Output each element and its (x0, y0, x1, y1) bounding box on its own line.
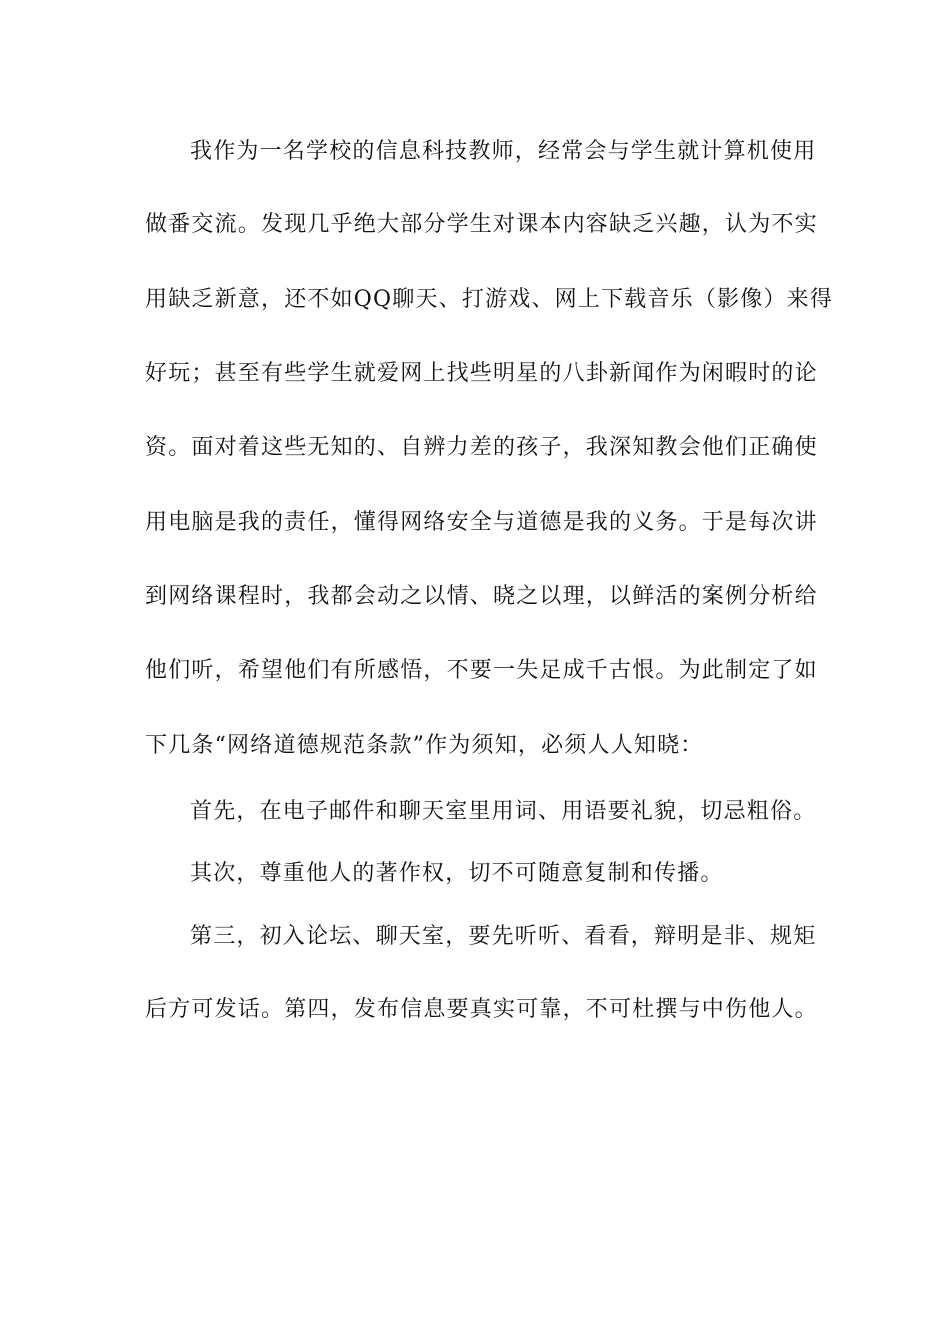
paragraph-1-line-9: 下几条“网络道德规范条款”作为须知，必须人人知晓： (145, 733, 704, 758)
paragraph-3: 其次，尊重他人的著作权，切不可随意复制和传播。 (190, 861, 724, 886)
paragraph-1-line-7: 到网络课程时，我都会动之以情、晓之以理，以鲜活的案例分析给 (145, 584, 818, 609)
paragraph-2: 首先，在电子邮件和聊天室里用词、用语要礼貌，切忌粗俗。 (190, 799, 817, 824)
paragraph-1-line-6: 用电脑是我的责任，懂得网络安全与道德是我的义务。于是每次讲 (145, 510, 818, 535)
paragraph-4-line-1: 第三，初入论坛、聊天室，要先听听、看看，辩明是非、规矩 (190, 924, 817, 949)
paragraph-1-line-8: 他们听，希望他们有所感悟，不要一失足成千古恨。为此制定了如 (145, 658, 818, 683)
paragraph-1-line-4: 好玩；甚至有些学生就爱网上找些明星的八卦新闻作为闲暇时的论 (145, 361, 818, 386)
paragraph-1-line-1: 我作为一名学校的信息科技教师，经常会与学生就计算机使用 (190, 139, 817, 164)
paragraph-1-line-2: 做番交流。发现几乎绝大部分学生对课本内容缺乏兴趣，认为不实 (145, 212, 818, 237)
paragraph-4-line-2: 后方可发话。第四，发布信息要真实可靠，不可杜撰与中伤他人。 (145, 997, 818, 1022)
paragraph-1-line-5: 资。面对着这些无知的、自辨力差的孩子，我深知教会他们正确使 (145, 435, 818, 460)
paragraph-1-line-3: 用缺乏新意，还不如QQ聊天、打游戏、网上下载音乐（影像）来得 (145, 287, 834, 312)
